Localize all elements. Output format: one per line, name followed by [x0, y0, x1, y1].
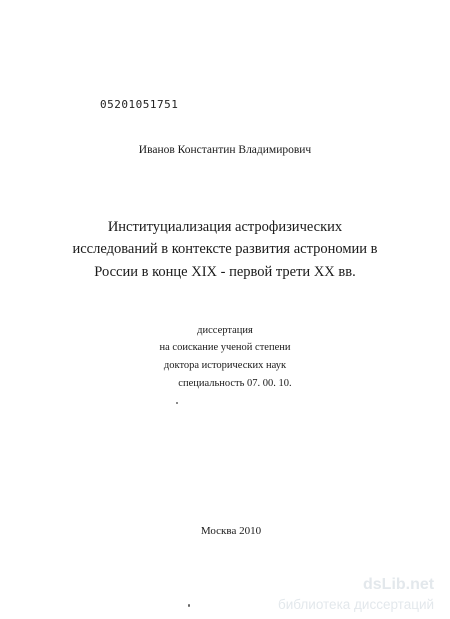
archive-number: 05201051751 [100, 98, 179, 111]
title-line-1: Институциализация астрофизических [107, 219, 343, 235]
scan-speck [188, 604, 190, 607]
city-year: Москва 2010 [200, 525, 262, 537]
meta-line-degree: доктора исторических наук [163, 360, 287, 371]
title-line-2: исследований в контексте развития астрономии в [72, 241, 378, 257]
title-line-3: России в конце XIX - первой трети XX вв. [94, 264, 356, 280]
meta-line-specialty: специальность 07. 00. 10. [178, 378, 292, 389]
scan-speck [176, 402, 178, 404]
meta-line-purpose: на соискание ученой степени [159, 342, 291, 353]
watermark-subtitle: библиотека диссертаций [278, 597, 435, 612]
watermark-logo: dsLib.net [363, 576, 435, 593]
meta-line-degree-type: диссертация [197, 325, 253, 336]
author-name: Иванов Константин Владимирович [138, 144, 312, 156]
